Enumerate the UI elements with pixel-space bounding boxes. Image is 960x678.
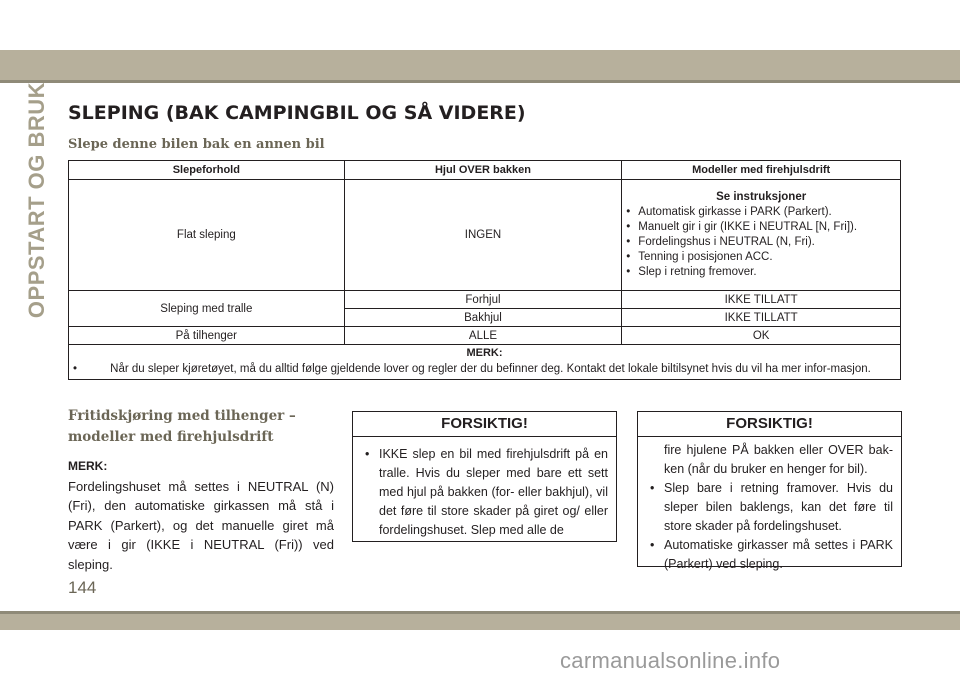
instructions-title: Se instruksjoner bbox=[716, 191, 807, 203]
caution-box bbox=[637, 411, 902, 571]
towing-table bbox=[68, 160, 901, 380]
section-subtitle: Slepe denne bilen bak en annen bil bbox=[68, 137, 325, 152]
footer-bar bbox=[0, 614, 960, 630]
table-row bbox=[69, 327, 901, 345]
table-cell: Forhjul bbox=[344, 291, 622, 309]
table-header-row bbox=[69, 161, 901, 180]
page-title: SLEPING (BAK CAMPINGBIL OG SÅ VIDERE) bbox=[68, 102, 526, 124]
table-cell: ALLE bbox=[344, 327, 622, 345]
table-row bbox=[69, 291, 901, 309]
caution-box bbox=[352, 411, 617, 542]
table-cell: På tilhenger bbox=[69, 327, 345, 345]
header-bar bbox=[0, 50, 960, 80]
table-cell: Flat sleping bbox=[69, 180, 345, 291]
list-item: • Manuelt gir i gir (IKKE i NEUTRAL [N, Fri]). bbox=[626, 220, 896, 235]
caution-continued-text: fire hjulene PÅ bakken eller OVER bak-ken (når du bruker en henger for bil). bbox=[664, 443, 893, 476]
note-label: MERK: bbox=[466, 347, 503, 359]
header-rule bbox=[0, 80, 960, 83]
table-header-cell: Slepeforhold bbox=[69, 161, 345, 180]
caution-item: • Slep bare i retning framover. Hvis du sleper bilen baklengs, kan det føre til store skader på fordelingshuset. bbox=[648, 479, 893, 536]
section-title: Fritidskjøring med tilhenger – modeller med firehjulsdrift bbox=[68, 408, 296, 445]
table-cell: IKKE TILLATT bbox=[622, 309, 901, 327]
note-label: MERK: bbox=[68, 459, 108, 473]
table-cell: INGEN bbox=[344, 180, 622, 291]
list-item: • Automatisk girkasse i PARK (Parkert). bbox=[626, 205, 896, 220]
table-note-row bbox=[69, 345, 901, 380]
chapter-side-tab bbox=[17, 81, 57, 319]
page-number: 144 bbox=[68, 578, 97, 597]
table-cell-instructions bbox=[622, 180, 901, 291]
caution-title: FORSIKTIG! bbox=[353, 412, 616, 437]
watermark: carmanualsonline.info bbox=[560, 648, 781, 673]
table-cell: IKKE TILLATT bbox=[622, 291, 901, 309]
list-item: • Slep i retning fremover. bbox=[626, 265, 896, 280]
list-item: • Fordelingshus i NEUTRAL (N, Fri). bbox=[626, 235, 896, 250]
list-item: • Tenning i posisjonen ACC. bbox=[626, 250, 896, 265]
note-text: • Når du sleper kjøretøyet, må du alltid følge gjeldende lover og regler der du befinner deg. Kontakt det lokale biltilsynet hvis du vil ha mer infor-masjon. bbox=[73, 360, 896, 378]
instructions-list bbox=[626, 205, 896, 280]
table-header-cell: Hjul OVER bakken bbox=[344, 161, 622, 180]
top-margin bbox=[0, 0, 960, 50]
table-cell: OK bbox=[622, 327, 901, 345]
caution-item: • Automatiske girkasser må settes i PARK (Parkert) ved sleping. bbox=[648, 536, 893, 574]
table-header-cell: Modeller med firehjulsdrift bbox=[622, 161, 901, 180]
table-row bbox=[69, 180, 901, 291]
chapter-side-tab-label: OPPSTART OG BRUK bbox=[24, 81, 49, 319]
caution-body bbox=[353, 437, 616, 548]
caution-body bbox=[638, 437, 901, 582]
caution-item: • IKKE slep en bil med firehjulsdrift på en tralle. Hvis du sleper med bare ett sett med hjul på bakken (for- eller bakhjul), vil det føre til store skader på giret og/ eller fordelingshuset. Slep med alle de bbox=[363, 445, 608, 540]
table-cell: Sleping med tralle bbox=[69, 291, 345, 327]
table-note bbox=[69, 345, 901, 380]
table-cell: Bakhjul bbox=[344, 309, 622, 327]
body-paragraph: Fordelingshuset må settes i NEUTRAL (N) (Fri), den automatiske girkassen må stå i PARK (Parkert), og det manuelle giret må være i gir (IKKE i NEUTRAL (Fri)) ved sleping. bbox=[68, 479, 334, 572]
caution-title: FORSIKTIG! bbox=[638, 412, 901, 437]
